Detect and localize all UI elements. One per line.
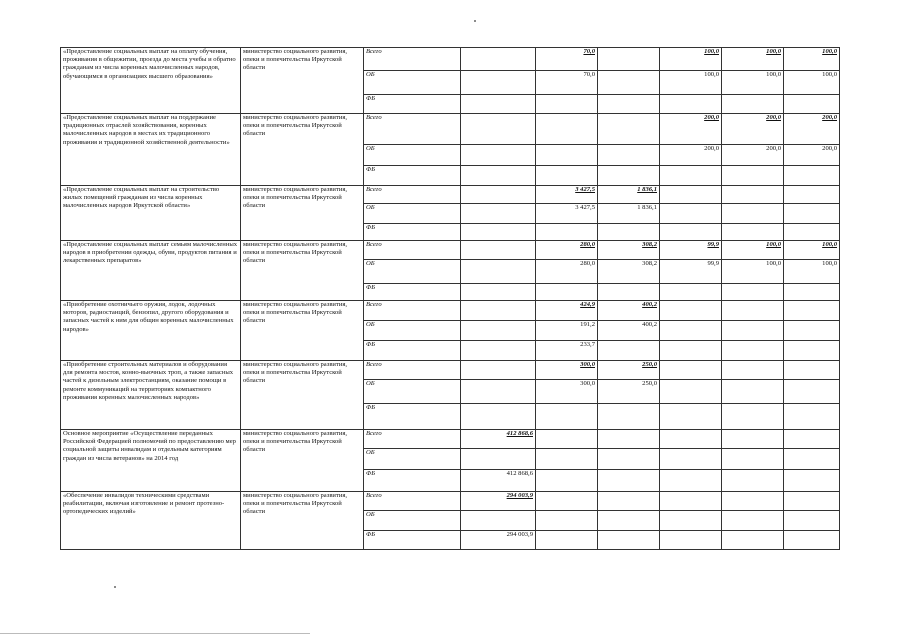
value-cell xyxy=(660,449,722,470)
value-cell xyxy=(722,430,784,449)
activity-description: Основное мероприятие «Осуществление переданных Российской Федерацией полномочий по предоставлению мер социальной защиты инвалидам и отдельным категориям граждан из числа ветеранов» на 2014 год xyxy=(61,430,241,492)
value-cell: 200,0 xyxy=(784,114,840,145)
value-cell xyxy=(598,430,660,449)
executor-cell: министерство социального развития, опеки и попечительства Иркутской области xyxy=(241,186,364,241)
value-cell xyxy=(536,166,598,186)
value-cell xyxy=(598,71,660,95)
value-cell xyxy=(722,404,784,430)
value-cell xyxy=(660,511,722,531)
funding-source: ФБ xyxy=(364,470,461,492)
funding-source: ОБ xyxy=(364,145,461,166)
value-cell: 200,0 xyxy=(660,114,722,145)
value-cell xyxy=(536,404,598,430)
funding-source: Всего xyxy=(364,241,461,260)
value-cell: 200,0 xyxy=(722,145,784,166)
value-cell xyxy=(536,114,598,145)
value-cell: 200,0 xyxy=(784,145,840,166)
value-cell xyxy=(660,492,722,511)
value-cell xyxy=(598,470,660,492)
value-cell xyxy=(784,511,840,531)
value-cell xyxy=(660,321,722,341)
value-cell xyxy=(461,145,536,166)
funding-source: ФБ xyxy=(364,341,461,361)
value-cell: 99,9 xyxy=(660,260,722,284)
value-cell xyxy=(722,492,784,511)
value-cell xyxy=(784,430,840,449)
value-cell: 412 868,6 xyxy=(461,430,536,449)
value-cell xyxy=(722,449,784,470)
value-cell xyxy=(660,204,722,224)
executor-cell: министерство социального развития, опеки и попечительства Иркутской области xyxy=(241,361,364,430)
value-cell xyxy=(461,511,536,531)
value-cell xyxy=(461,361,536,380)
budget-table xyxy=(60,47,840,550)
value-cell: 250,0 xyxy=(598,380,660,404)
value-cell xyxy=(722,95,784,114)
table-row xyxy=(61,48,840,71)
value-cell xyxy=(598,341,660,361)
funding-source: ОБ xyxy=(364,380,461,404)
value-cell xyxy=(784,166,840,186)
value-cell xyxy=(461,48,536,71)
value-cell: 70,0 xyxy=(536,71,598,95)
value-cell xyxy=(461,186,536,204)
value-cell xyxy=(461,95,536,114)
value-cell xyxy=(660,166,722,186)
value-cell: 200,0 xyxy=(722,114,784,145)
value-cell xyxy=(461,241,536,260)
scan-speck xyxy=(114,586,116,588)
value-cell xyxy=(461,114,536,145)
value-cell xyxy=(722,186,784,204)
funding-source: ФБ xyxy=(364,95,461,114)
executor-cell: министерство социального развития, опеки и попечительства Иркутской области xyxy=(241,430,364,492)
value-cell xyxy=(784,492,840,511)
value-cell xyxy=(598,224,660,241)
value-cell xyxy=(536,492,598,511)
activity-description: «Предоставление социальных выплат на строительство жилых помещений гражданам из числа коренных малочисленных народов Иркутской области» xyxy=(61,186,241,241)
value-cell xyxy=(598,492,660,511)
value-cell xyxy=(660,531,722,550)
value-cell: 412 868,6 xyxy=(461,470,536,492)
value-cell xyxy=(784,204,840,224)
value-cell xyxy=(598,166,660,186)
value-cell xyxy=(784,470,840,492)
value-cell xyxy=(598,449,660,470)
value-cell: 100,0 xyxy=(784,71,840,95)
funding-source: ОБ xyxy=(364,71,461,95)
value-cell xyxy=(461,166,536,186)
value-cell: 300,0 xyxy=(536,361,598,380)
value-cell: 3 427,5 xyxy=(536,186,598,204)
value-cell xyxy=(784,284,840,301)
value-cell: 99,9 xyxy=(660,241,722,260)
value-cell: 1 836,1 xyxy=(598,204,660,224)
value-cell xyxy=(722,531,784,550)
value-cell: 200,0 xyxy=(660,145,722,166)
value-cell xyxy=(722,321,784,341)
value-cell xyxy=(722,224,784,241)
scan-speck xyxy=(474,20,476,22)
value-cell xyxy=(660,284,722,301)
value-cell: 100,0 xyxy=(784,241,840,260)
table-row xyxy=(61,492,840,511)
value-cell xyxy=(784,341,840,361)
value-cell xyxy=(598,284,660,301)
value-cell xyxy=(461,224,536,241)
value-cell xyxy=(660,95,722,114)
funding-source: Всего xyxy=(364,301,461,321)
funding-source: Всего xyxy=(364,430,461,449)
value-cell: 424,9 xyxy=(536,301,598,321)
funding-source: ОБ xyxy=(364,260,461,284)
funding-source: ОБ xyxy=(364,511,461,531)
value-cell xyxy=(536,224,598,241)
value-cell xyxy=(536,430,598,449)
executor-cell: министерство социального развития, опеки и попечительства Иркутской области xyxy=(241,48,364,114)
table-row xyxy=(61,430,840,449)
value-cell: 308,2 xyxy=(598,241,660,260)
value-cell: 308,2 xyxy=(598,260,660,284)
activity-description: «Предоставление социальных выплат семьям малочисленных народов в приобретении одежды, обуви, продуктов питания и лекарственных препаратов» xyxy=(61,241,241,301)
value-cell xyxy=(598,404,660,430)
funding-source: Всего xyxy=(364,361,461,380)
value-cell xyxy=(536,95,598,114)
executor-cell: министерство социального развития, опеки и попечительства Иркутской области xyxy=(241,241,364,301)
table-row xyxy=(61,361,840,380)
funding-source: ОБ xyxy=(364,321,461,341)
activity-description: «Приобретение строительных материалов и оборудования для ремонта мостов, конно-вьючных троп, а также запасных частей к дизельным электростанциям, оказание помощи в ремонте коммуникаций на территориях компактного проживания коренных малочисленных народов» xyxy=(61,361,241,430)
value-cell xyxy=(461,204,536,224)
value-cell xyxy=(461,260,536,284)
table-row xyxy=(61,241,840,260)
value-cell xyxy=(784,361,840,380)
value-cell xyxy=(722,511,784,531)
value-cell xyxy=(722,341,784,361)
activity-description: «Приобретение охотничьего оружия, лодок, лодочных моторов, радиостанций, бензопил, другого оборудования и запасных частей к ним для общин коренных малочисленных народов» xyxy=(61,301,241,361)
value-cell xyxy=(660,186,722,204)
value-cell xyxy=(461,449,536,470)
value-cell xyxy=(722,361,784,380)
value-cell xyxy=(536,470,598,492)
value-cell xyxy=(660,341,722,361)
value-cell xyxy=(660,301,722,321)
value-cell xyxy=(536,449,598,470)
funding-source: Всего xyxy=(364,114,461,145)
value-cell xyxy=(784,531,840,550)
table-body xyxy=(61,48,840,550)
value-cell xyxy=(784,95,840,114)
value-cell: 191,2 xyxy=(536,321,598,341)
value-cell xyxy=(461,380,536,404)
value-cell: 280,0 xyxy=(536,241,598,260)
value-cell xyxy=(536,145,598,166)
value-cell: 280,0 xyxy=(536,260,598,284)
value-cell: 100,0 xyxy=(784,260,840,284)
value-cell xyxy=(660,361,722,380)
value-cell xyxy=(722,166,784,186)
value-cell: 70,0 xyxy=(536,48,598,71)
value-cell xyxy=(461,284,536,301)
value-cell: 100,0 xyxy=(722,71,784,95)
value-cell xyxy=(461,321,536,341)
value-cell: 100,0 xyxy=(722,260,784,284)
value-cell xyxy=(461,404,536,430)
value-cell xyxy=(461,71,536,95)
value-cell: 100,0 xyxy=(722,48,784,71)
value-cell: 400,2 xyxy=(598,321,660,341)
value-cell xyxy=(536,284,598,301)
value-cell xyxy=(660,224,722,241)
value-cell xyxy=(598,95,660,114)
table-row xyxy=(61,114,840,145)
value-cell xyxy=(722,470,784,492)
value-cell xyxy=(660,404,722,430)
executor-cell: министерство социального развития, опеки и попечительства Иркутской области xyxy=(241,114,364,186)
value-cell: 294 003,9 xyxy=(461,492,536,511)
executor-cell: министерство социального развития, опеки и попечительства Иркутской области xyxy=(241,492,364,550)
value-cell xyxy=(722,301,784,321)
funding-source: Всего xyxy=(364,186,461,204)
value-cell xyxy=(660,380,722,404)
value-cell xyxy=(784,380,840,404)
funding-source: ОБ xyxy=(364,204,461,224)
value-cell: 1 836,1 xyxy=(598,186,660,204)
value-cell xyxy=(722,204,784,224)
value-cell xyxy=(784,321,840,341)
value-cell: 100,0 xyxy=(784,48,840,71)
value-cell xyxy=(722,284,784,301)
funding-source: Всего xyxy=(364,492,461,511)
value-cell: 300,0 xyxy=(536,380,598,404)
table-row xyxy=(61,186,840,204)
value-cell: 294 003,9 xyxy=(461,531,536,550)
value-cell xyxy=(536,531,598,550)
value-cell xyxy=(536,511,598,531)
activity-description: «Предоставление социальных выплат на поддержание традиционных отраслей хозяйствования, коренных малочисленных народов в местах их традиционного проживания и традиционной хозяйственной деятельности» xyxy=(61,114,241,186)
funding-source: ОБ xyxy=(364,449,461,470)
funding-source: ФБ xyxy=(364,166,461,186)
funding-source: ФБ xyxy=(364,404,461,430)
value-cell xyxy=(660,470,722,492)
funding-source: ФБ xyxy=(364,531,461,550)
value-cell xyxy=(660,430,722,449)
value-cell xyxy=(784,186,840,204)
value-cell: 233,7 xyxy=(536,341,598,361)
value-cell xyxy=(461,301,536,321)
funding-source: Всего xyxy=(364,48,461,71)
value-cell xyxy=(784,404,840,430)
executor-cell: министерство социального развития, опеки и попечительства Иркутской области xyxy=(241,301,364,361)
value-cell: 400,2 xyxy=(598,301,660,321)
value-cell xyxy=(598,145,660,166)
value-cell xyxy=(784,301,840,321)
value-cell xyxy=(598,511,660,531)
value-cell xyxy=(598,114,660,145)
value-cell xyxy=(598,48,660,71)
value-cell xyxy=(784,449,840,470)
value-cell xyxy=(784,224,840,241)
value-cell xyxy=(461,341,536,361)
activity-description: «Обеспечение инвалидов техническими средствами реабилитации, включая изготовление и ремонт протезно-ортопедических изделий» xyxy=(61,492,241,550)
table-row xyxy=(61,301,840,321)
scan-edge-line xyxy=(0,633,310,634)
value-cell: 100,0 xyxy=(660,71,722,95)
activity-description: «Предоставление социальных выплат на оплату обучения, проживания в общежитии, проезда до места учебы и обратно гражданам из числа коренных малочисленных народов, обучающимся в организациях высшего образования» xyxy=(61,48,241,114)
value-cell: 250,0 xyxy=(598,361,660,380)
value-cell: 100,0 xyxy=(660,48,722,71)
funding-source: ФБ xyxy=(364,284,461,301)
value-cell: 3 427,5 xyxy=(536,204,598,224)
value-cell xyxy=(598,531,660,550)
value-cell xyxy=(722,380,784,404)
funding-source: ФБ xyxy=(364,224,461,241)
value-cell: 100,0 xyxy=(722,241,784,260)
